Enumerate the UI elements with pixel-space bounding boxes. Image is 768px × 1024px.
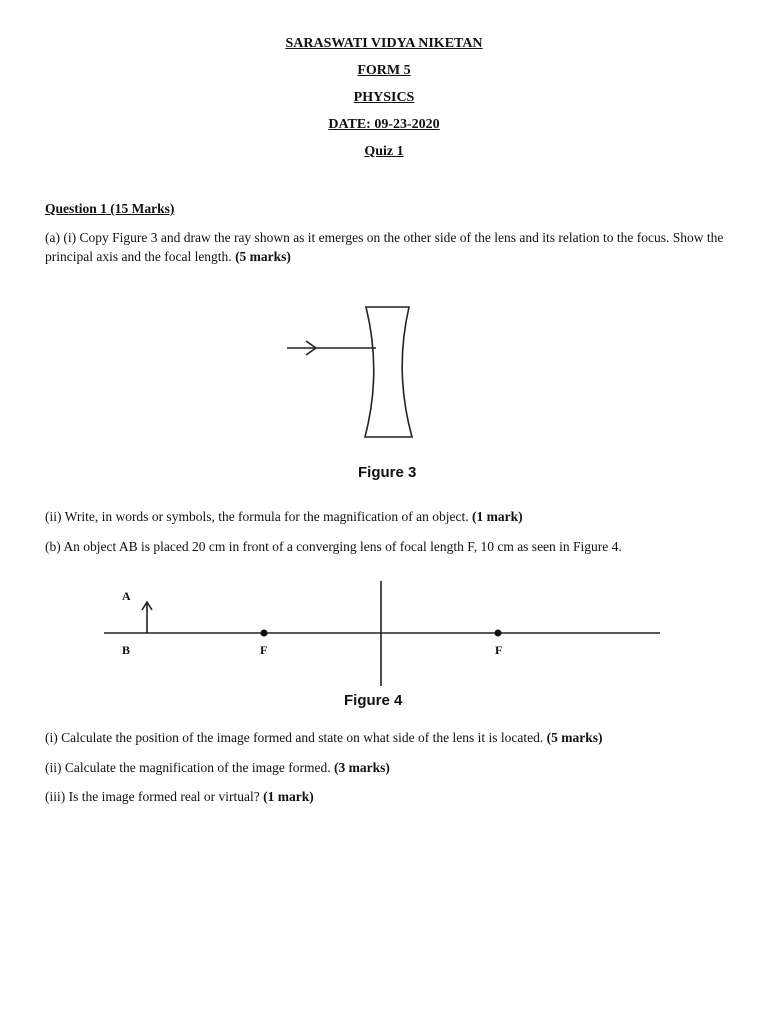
question-part-b-i [45, 728, 735, 747]
figure-3-caption: Figure 3 [358, 464, 417, 481]
label-b: B [122, 643, 131, 657]
form-heading: FORM 5 [357, 63, 411, 78]
part-b-iii-marks: (1 mark) [263, 789, 314, 804]
figure-4-caption: Figure 4 [344, 692, 403, 709]
school-name: SARASWATI VIDYA NIKETAN [285, 36, 483, 51]
part-b-i-marks: (5 marks) [546, 730, 603, 745]
part-a-ii-marks: (1 mark) [471, 509, 523, 524]
concave-lens [365, 307, 412, 437]
part-b-ii-marks: (3 marks) [334, 760, 390, 775]
question-part-b-iii [45, 787, 735, 806]
date-heading: DATE: 09-23-2020 [328, 117, 440, 132]
question-part-b-ii [45, 758, 735, 777]
focal-point-right [495, 630, 502, 637]
part-a-i-text: (a) (i) Copy Figure 3 and draw the ray shown as it emerges on the other side of the lens and its relation to the focus. Show the principal axis and the focal length. [45, 230, 724, 264]
label-a: A [122, 589, 131, 603]
question-title: Question 1 (15 Marks) [45, 201, 175, 216]
label-f-left: F [260, 643, 268, 657]
focal-point-left [261, 630, 268, 637]
subject-heading: PHYSICS [353, 90, 415, 105]
part-a-ii-text: (ii) Write, in words or symbols, the formula for the magnification of an object. [45, 509, 469, 524]
part-b-i-text: (i) Calculate the position of the image formed and state on what side of the lens it is located. [45, 730, 544, 745]
part-a-i-marks: (5 marks) [235, 249, 291, 264]
label-f-right: F [495, 643, 503, 657]
question-part-a-i [45, 228, 735, 266]
quiz-heading: Quiz 1 [364, 144, 404, 159]
object-arrowhead [142, 602, 152, 610]
part-b-ii-text: (ii) Calculate the magnification of the image formed. [45, 760, 331, 775]
part-b-iii-text: (iii) Is the image formed real or virtual? [45, 789, 260, 804]
question-part-a-ii [45, 507, 735, 526]
question-part-b: (b) An object AB is placed 20 cm in front of a converging lens of focal length F, 10 cm as seen in Figure 4. [45, 539, 622, 554]
ray-arrowhead [306, 341, 316, 355]
